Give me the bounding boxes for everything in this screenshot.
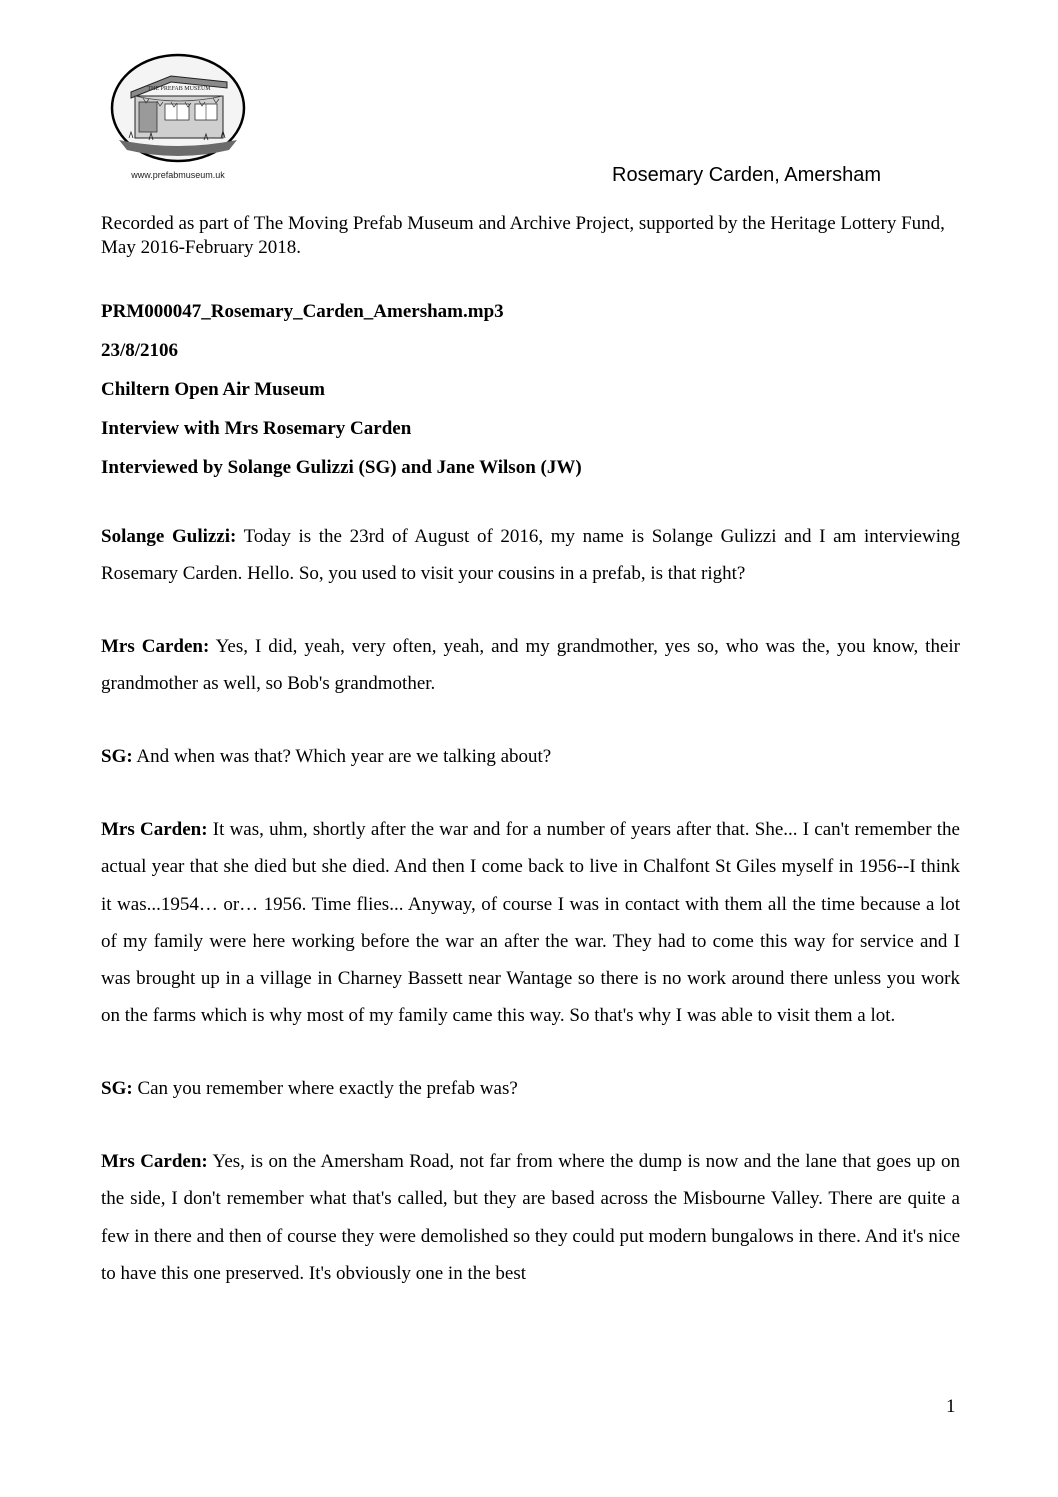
speech-text: Can you remember where exactly the prefab was? [132,1078,518,1100]
recording-date: 23/8/2106 [101,340,179,361]
transcript-paragraph [101,738,960,775]
logo-url: www.prefabmuseum.uk [131,170,225,180]
speech-text: Yes, I did, yeah, very often, yeah, and my grandmother, yes so, who was the, you know, their grandmother as well, so Bob's grandmother. [101,636,961,695]
speech-text: It was, uhm, shortly after the war and for a number of years after that. She... I can't remember the actual year that she died but she died. And then I come back to live in Chalfont St Giles myself in 1956--I think it was...1954… or… 1956. Time flies... Anyway, of course I was in contact with them all the time because a lot of my family were here working before the war an after the war. They had to come this way for service and I was brought up in a village in Charney Bassett near Wantage so there is no work around there unless you work on the farms which is why most of my family came this way. So that's why I was able to visit them a lot. [101,818,960,1027]
speaker-label: SG: [101,746,133,768]
speaker-label: SG: [101,1078,133,1100]
recording-metadata [101,300,961,495]
transcript-paragraph [101,628,960,703]
transcript-paragraph [101,1070,960,1107]
interviewee: Interview with Mrs Rosemary Carden [101,418,412,439]
prefab-house-logo-icon [109,52,247,168]
prefab-museum-logo [103,52,253,192]
speech-text: Yes, is on the Amersham Road, not far from where the dump is now and the lane that goes up on the side, I don't remember what that's called, but they are based across the Misbourne Valley. There are quite a few in there and then of course they were demolished so they could put modern bungalows in there. And it's nice to have this one preserved. It's obviously one in the best [101,1151,960,1284]
speech-text: Today is the 23rd of August of 2016, my name is Solange Gulizzi and I am interviewing Rosemary Carden. Hello. So, you used to visit your cousins in a prefab, is that right? [101,526,960,585]
speaker-label: Mrs Carden: [101,818,208,840]
header-title: Rosemary Carden, Amersham [612,164,881,186]
page-number: 1 [946,1396,956,1417]
recording-location: Chiltern Open Air Museum [101,379,325,400]
recording-filename: PRM000047_Rosemary_Carden_Amersham.mp3 [101,301,504,322]
logo-label: THE PREFAB MUSEUM [147,86,211,92]
speaker-label: Solange Gulizzi: [101,526,237,547]
transcript [101,518,960,1328]
speaker-label: Mrs Carden: [101,1151,208,1173]
transcript-paragraph [101,1143,960,1292]
intro-paragraph: Recorded as part of The Moving Prefab Museum and Archive Project, supported by the Heritage Lottery Fund, May 2016-February 2018. [101,213,945,258]
interviewers: Interviewed by Solange Gulizzi (SG) and Jane Wilson (JW) [101,457,582,478]
speech-text: And when was that? Which year are we talking about? [132,746,552,768]
transcript-paragraph [101,518,960,593]
transcript-paragraph [101,811,960,1035]
speaker-label: Mrs Carden: [101,636,210,658]
